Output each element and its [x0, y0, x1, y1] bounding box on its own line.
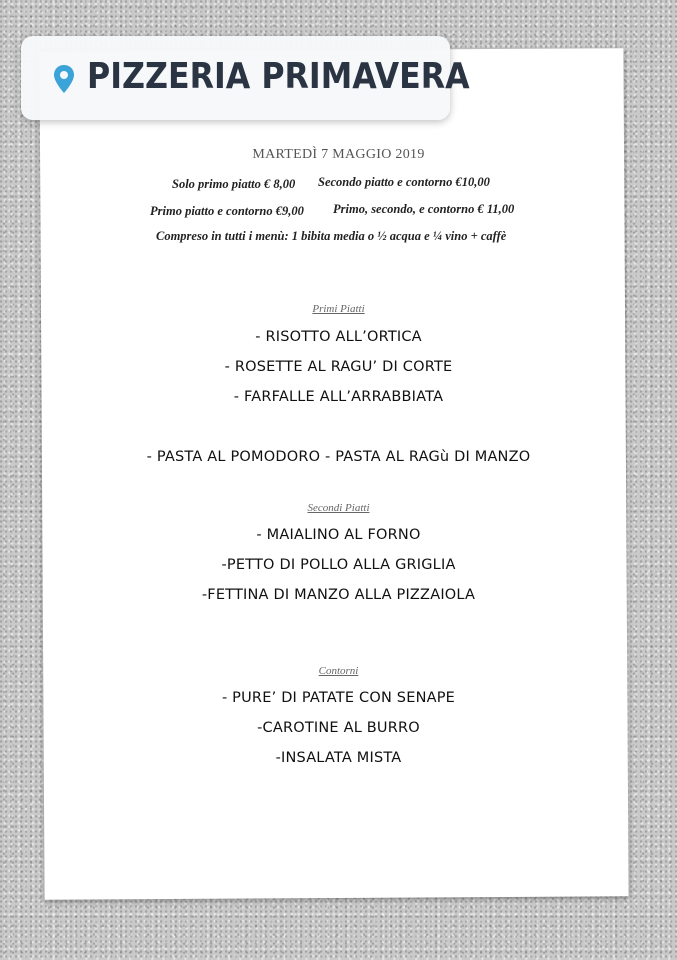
- location-header[interactable]: [21, 36, 470, 120]
- menu-date: MARTEDÌ 7 MAGGIO 2019: [252, 147, 425, 162]
- dish-item: -FETTINA DI MANZO ALLA PIZZAIOLA: [201, 587, 476, 603]
- price-solo-primo: Solo primo piatto € 8,00: [172, 177, 296, 191]
- dish-item: - ROSETTE AL RAGU’ DI CORTE: [224, 359, 453, 375]
- dish-item: - PASTA AL POMODORO - PASTA AL RAGù DI MANZO: [146, 449, 531, 465]
- location-pin-icon: [51, 64, 77, 94]
- price-primo-secondo-contorno: Primo, secondo, e contorno € 11,00: [333, 202, 515, 216]
- price-primo-contorno: Primo piatto e contorno €9,00: [150, 204, 304, 218]
- section-heading-contorni: Contorni: [318, 665, 359, 677]
- price-secondo-contorno: Secondo piatto e contorno €10,00: [318, 175, 490, 189]
- dish-item: - FARFALLE ALL’ARRABBIATA: [233, 389, 444, 405]
- dish-item: -PETTO DI POLLO ALLA GRIGLIA: [221, 557, 456, 573]
- dish-item: - PURE’ DI PATATE CON SENAPE: [221, 690, 456, 706]
- section-heading-primi: Primi Piatti: [312, 303, 365, 315]
- dish-item: - RISOTTO ALL’ORTICA: [255, 329, 422, 345]
- place-name: PIZZERIA PRIMAVERA: [87, 56, 470, 97]
- dish-item: - MAIALINO AL FORNO: [256, 527, 421, 543]
- dish-item: -CAROTINE AL BURRO: [257, 720, 420, 736]
- dish-item: -INSALATA MISTA: [275, 750, 402, 766]
- price-compreso: Compreso in tutti i menù: 1 bibita media o ½ acqua e ¼ vino + caffè: [156, 229, 507, 243]
- section-heading-secondi: Secondi Piatti: [307, 502, 370, 514]
